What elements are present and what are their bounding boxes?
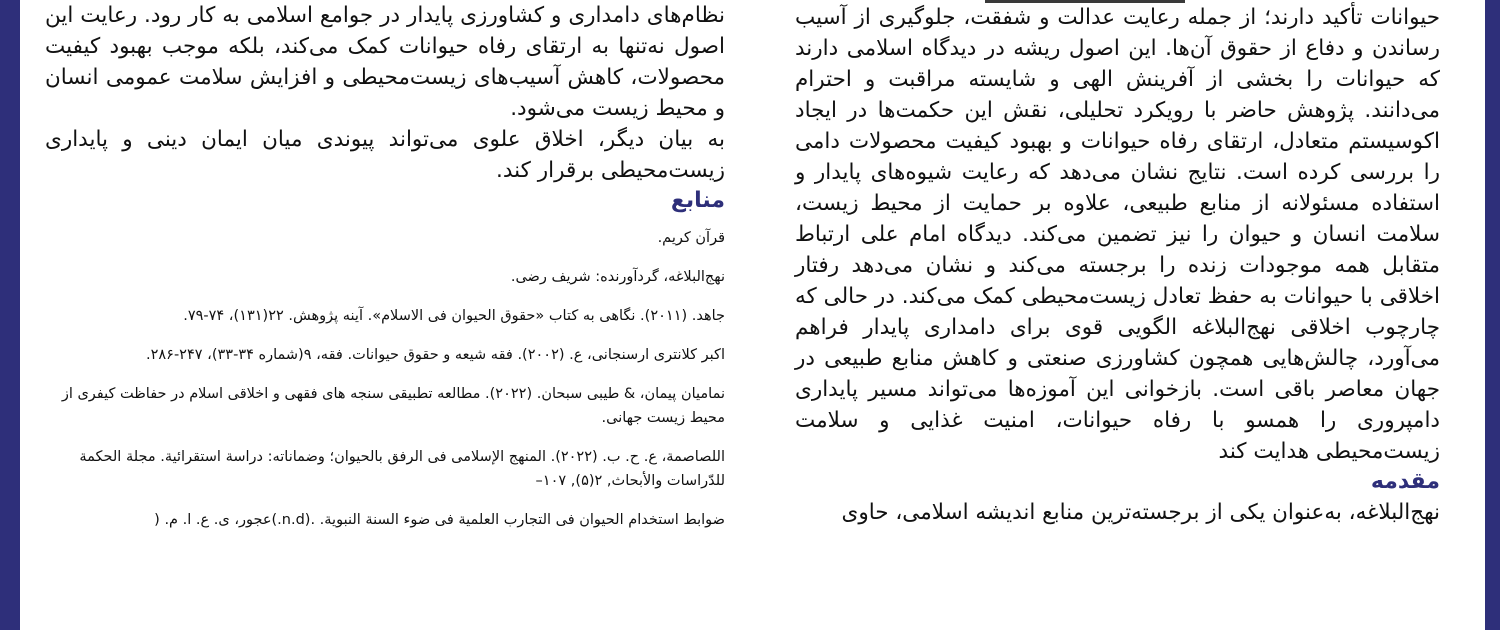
reference-item: نمامیان پیمان، & طیبی سبحان. (۲۰۲۲). مطالعه تطبیقی سنجه های فقهی و اخلاقی اسلام در حفاظت کیفری از محیط زیست جهانی. [61, 386, 725, 426]
left-paragraph-1: نظام‌های دامداری و کشاورزی پایدار در جوامع اسلامی به کار رود. رعایت این اصول نه‌تنها به ارتقای رفاه حیوانات کمک می‌کند، بلکه موجب بهبود کیفیت محصولات، کاهش آسیب‌های زیست‌محیطی و افزایش سلامت عمومی انسان و محیط زیست می‌شود. [45, 3, 725, 121]
reference-item: نهج‌البلاغه، گردآورنده: شریف رضی. [510, 269, 725, 285]
right-column [795, 0, 1440, 528]
introduction-paragraph-start: نهج‌البلاغه، به‌عنوان یکی از برجسته‌ترین منابع اندیشه اسلامی، حاوی [841, 500, 1440, 525]
left-border-bar [0, 0, 20, 630]
left-column [45, 0, 725, 547]
right-paragraph-1: حیوانات تأکید دارند؛ از جمله رعایت عدالت و شفقت، جلوگیری از آسیب رساندن و دفاع از حقوق آن‌ها. این اصول ریشه در دیدگاه اسلامی دارند که حیوانات را بخشی از آفرینش الهی و شایسته مراقبت و احترام می‌دانند. پژوهش حاضر با رویکرد تحلیلی، نقش این حکمت‌ها در ایجاد اکوسیستم متعادل، ارتقای رفاه حیوانات و بهبود کیفیت محصولات دامی را بررسی کرده است. نتایج نشان می‌دهد که رعایت شیوه‌های پایدار و استفاده مسئولانه از منابع طبیعی، علاوه بر حمایت از محیط زیست، سلامت انسان و حیوان را نیز تضمین می‌کند. دیدگاه امام علی ارتباط متقابل همه موجودات زنده را برجسته می‌کند و نشان می‌دهد رفتار اخلاقی با حیوانات به حفظ تعادل زیست‌محیطی کمک می‌کند. در حالی که چارچوب اخلاقی نهج‌البلاغه الگویی قوی برای دامداری پایدار فراهم می‌آورد، چالش‌هایی همچون کشاورزی صنعتی و کاهش منابع طبیعی در جهان معاصر باقی است. بازخوانی این آموزه‌ها می‌تواند مسیر پایداری دامپروری را همسو با رفاه حیوانات، امنیت غذایی و سلامت زیست‌محیطی هدایت کند [795, 5, 1440, 464]
reference-item: اللصاصمة، ع. ح. ب. (۲۰۲۲). المنهج الإسلامی فی الرفق بالحیوان؛ وضماناته: دراسة استقرائیة. مجلة الحکمة للدّراسات والأبحاث, ۲(۵), ۱۰۷– [79, 449, 725, 489]
right-border-bar [1485, 0, 1500, 630]
reference-item: قرآن کریم. [657, 230, 725, 246]
references-list [45, 226, 725, 532]
reference-item: جاهد. (۲۰۱۱). نگاهی به کتاب «حقوق الحیوان فی الاسلام». آینه پژوهش. ۲۲(۱۳۱)، ۷۴-۷۹. [183, 308, 725, 324]
reference-item: ضوابط استخدام الحیوان فی التجارب العلمیة فی ضوء السنة النبویة. .(n.d.)عجور، ی. ع. ا. م. ( [154, 512, 725, 528]
references-heading: منابع [670, 188, 725, 213]
introduction-heading: مقدمه [1370, 469, 1440, 494]
reference-item: اکبر کلانتری ارسنجانی، ع. (۲۰۰۲). فقه شیعه و حقوق حیوانات. فقه، ۹(شماره ۳۴-۳۳)، ۲۴۷-۲۸۶. [145, 347, 725, 363]
left-paragraph-2: به بیان دیگر، اخلاق علوی می‌تواند پیوندی میان ایمان دینی و پایداری زیست‌محیطی برقرار کند. [45, 127, 725, 183]
